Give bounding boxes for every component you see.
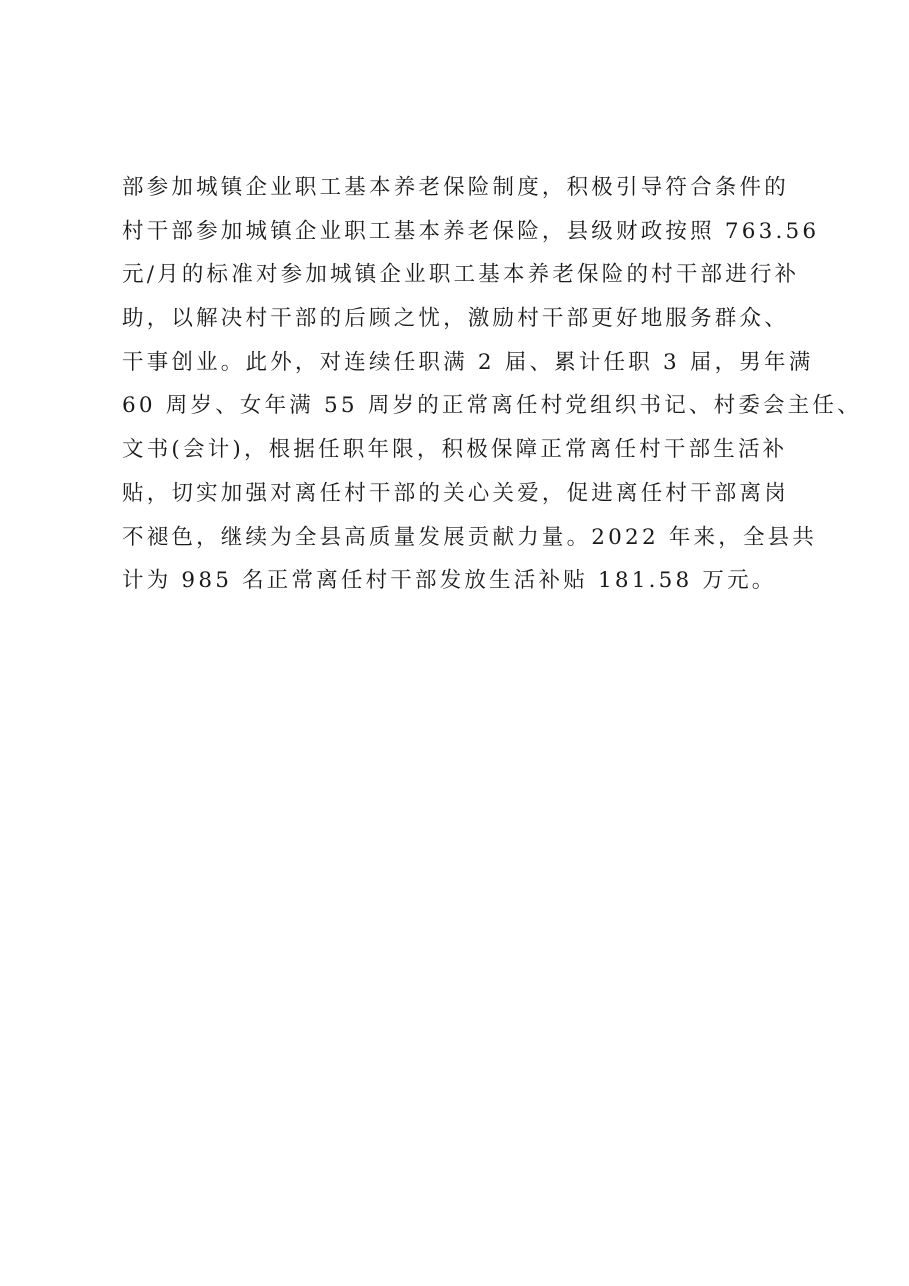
text-line-1: 部参加城镇企业职工基本养老保险制度，积极引导符合条件的: [122, 175, 789, 200]
text-line-7: 文书(会计)，根据任职年限，积极保障正常离任村干部生活补: [122, 437, 788, 463]
text-line-2: 村干部参加城镇企业职工基本养老保险，县级财政按照 763.56: [122, 218, 820, 244]
text-line-10: 计为 985 名正常离任村干部发放生活补贴 181.58 万元。: [122, 568, 777, 594]
text-line-4: 助，以解决村干部的后顾之忧，激励村干部更好地服务群众、: [122, 306, 789, 332]
text-line-6: 60 周岁、女年满 55 周岁的正常离任村党组织书记、村委会主任、: [122, 393, 862, 419]
text-line-3: 元/月的标准对参加城镇企业职工基本养老保险的村干部进行补: [122, 262, 800, 288]
body-paragraph: [122, 166, 862, 603]
text-line-8: 贴，切实加强对离任村干部的关心关爱，促进离任村干部离岗: [122, 480, 789, 506]
text-line-5: 干事创业。此外，对连续任职满 2 届、累计任职 3 届，男年满: [122, 349, 814, 375]
text-line-9: 不褪色，继续为全县高质量发展贡献力量。2022 年来，全县共: [122, 524, 818, 550]
